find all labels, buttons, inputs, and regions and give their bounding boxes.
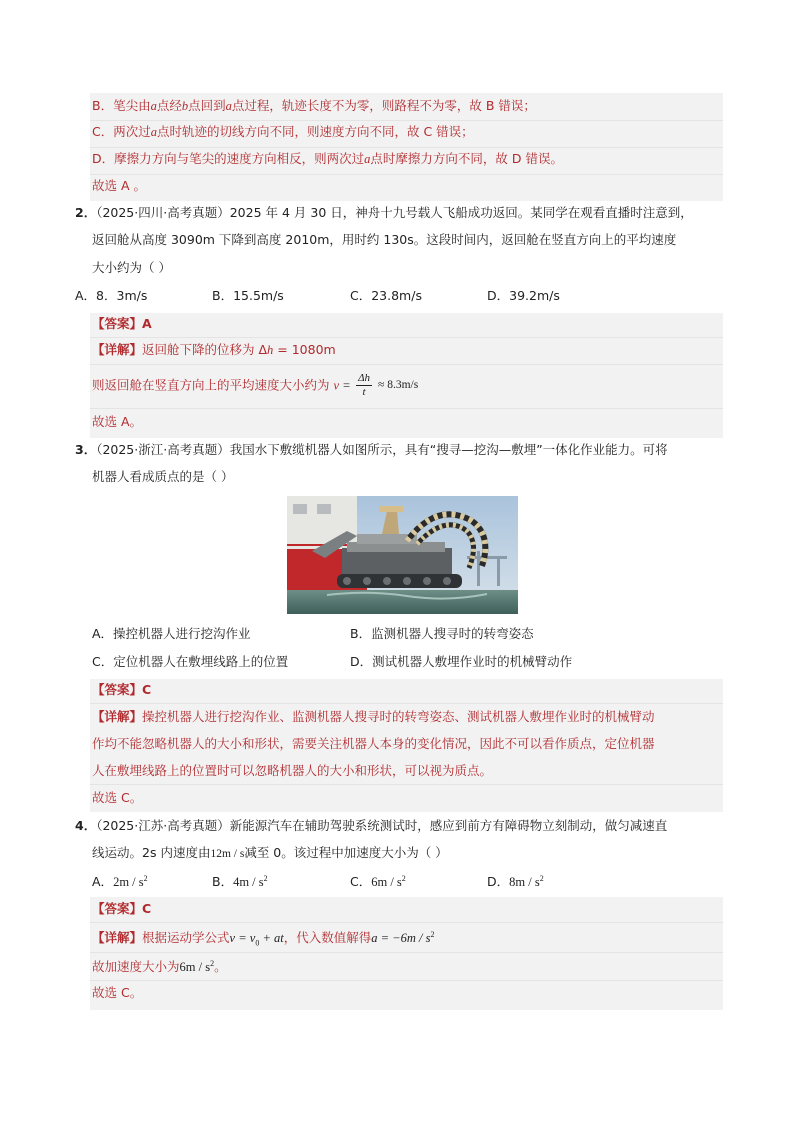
q4-detail: 【详解】根据运动学公式$v = v_0$ + at，代入数值解得$a = -6m / s^2$ bbox=[92, 930, 435, 948]
q3-option-c: C．定位机器人在敷埋线路上的位置 bbox=[92, 654, 289, 669]
divider bbox=[90, 952, 723, 953]
divider bbox=[90, 703, 723, 704]
q4-stem-line1: 4．（2025·江苏·高考真题）新能源汽车在辅助驾驶系统测试时，感应到前方有障碍物立刻制动，做匀减速直 bbox=[75, 818, 668, 833]
q2-option-b: B．15.5m/s bbox=[212, 288, 284, 303]
q3-detail-line3: 人在敷埋线路上的位置时可以忽略机器人的大小和形状，可以视为质点。 bbox=[92, 763, 493, 778]
divider bbox=[90, 980, 723, 981]
q3-option-b: B．监测机器人搜寻时的转弯姿态 bbox=[350, 626, 534, 641]
q2-option-c: C．23.8m/s bbox=[350, 288, 422, 303]
q3-stem-line2: 机器人看成质点的是（ ） bbox=[92, 469, 234, 484]
q2-option-a: A．8．3m/s bbox=[75, 288, 148, 303]
q1-option-c-analysis: C．两次过a点时轨迹的切线方向不同，则速度方向不同，故 C 错误； bbox=[92, 124, 474, 139]
answer-block-q4 bbox=[90, 897, 723, 1010]
divider bbox=[90, 174, 723, 175]
q3-option-d: D．测试机器人敷埋作业时的机械臂动作 bbox=[350, 654, 573, 669]
divider bbox=[90, 147, 723, 148]
divider bbox=[90, 120, 723, 121]
q3-detail-line2: 作均不能忽略机器人的大小和形状，需要关注机器人本身的变化情况，因此不可以看作质点，定位机器 bbox=[92, 736, 655, 751]
q2-stem-line1: 2．（2025·四川·高考真题）2025 年 4 月 30 日，神舟十九号载人飞船成功返回。某同学在观看直播时注意到， bbox=[75, 205, 693, 220]
q2-stem-line3: 大小约为（ ） bbox=[92, 260, 171, 275]
q4-acceleration: 故加速度大小为$6m / s^2$。 bbox=[92, 959, 227, 975]
q2-choose: 故选 A。 bbox=[92, 414, 143, 429]
divider bbox=[90, 364, 723, 365]
q3-detail-line1: 【详解】操控机器人进行挖沟作业、监测机器人搜寻时的转弯姿态、测试机器人敷埋作业时的机械臂动 bbox=[92, 709, 655, 724]
q2-answer: 【答案】A bbox=[92, 316, 152, 331]
divider bbox=[90, 784, 723, 785]
velocity-fraction: $\frac{\Delta h}{t}$ bbox=[358, 372, 371, 398]
q1-option-b-analysis: B．笔尖由a点经b点回到a点过程，轨迹长度不为零，则路程不为零，故 B 错误； bbox=[92, 98, 536, 113]
q3-stem-line1: 3．（2025·浙江·高考真题）我国水下敷缆机器人如图所示，具有“搜寻—挖沟—敷埋”一体化作业能力。可将 bbox=[75, 442, 668, 457]
q2-detail: 【详解】返回舱下降的位移为 Δh = 1080m bbox=[92, 342, 336, 357]
cable-laying-robot-image bbox=[287, 496, 518, 614]
q2-average-velocity: 则返回舱在竖直方向上的平均速度大小约为 v = $\frac{\Delta h}{t}$ ≈ 8.3m/s bbox=[92, 372, 419, 398]
q4-option-c: C．$6m / s^2$ bbox=[350, 874, 406, 890]
q4-answer: 【答案】C bbox=[92, 901, 152, 916]
divider bbox=[90, 922, 723, 923]
q2-stem-line2: 返回舱从高度 3090m 下降到高度 2010m，用时约 130s。这段时间内，返回舱在竖直方向上的平均速度 bbox=[92, 232, 677, 247]
q2-option-d: D．39.2m/s bbox=[487, 288, 560, 303]
q4-option-b: B．$4m / s^2$ bbox=[212, 874, 268, 890]
q4-stem-line2: 线运动。2s 内速度由12m / s减至 0。该过程中加速度大小为（ ） bbox=[92, 845, 448, 860]
q4-choose: 故选 C。 bbox=[92, 985, 143, 1000]
divider bbox=[90, 408, 723, 409]
q4-option-a: A．$2m / s^2$ bbox=[92, 874, 148, 890]
q4-option-d: D．$8m / s^2$ bbox=[487, 874, 544, 890]
divider bbox=[90, 337, 723, 338]
q1-option-d-analysis: D．摩擦力方向与笔尖的速度方向相反，则两次过a点时摩擦力方向不同，故 D 错误。 bbox=[92, 151, 563, 166]
q3-option-a: A．操控机器人进行挖沟作业 bbox=[92, 626, 251, 641]
q1-choose: 故选 A 。 bbox=[92, 178, 146, 193]
q3-answer: 【答案】C bbox=[92, 682, 152, 697]
q3-choose: 故选 C。 bbox=[92, 790, 143, 805]
